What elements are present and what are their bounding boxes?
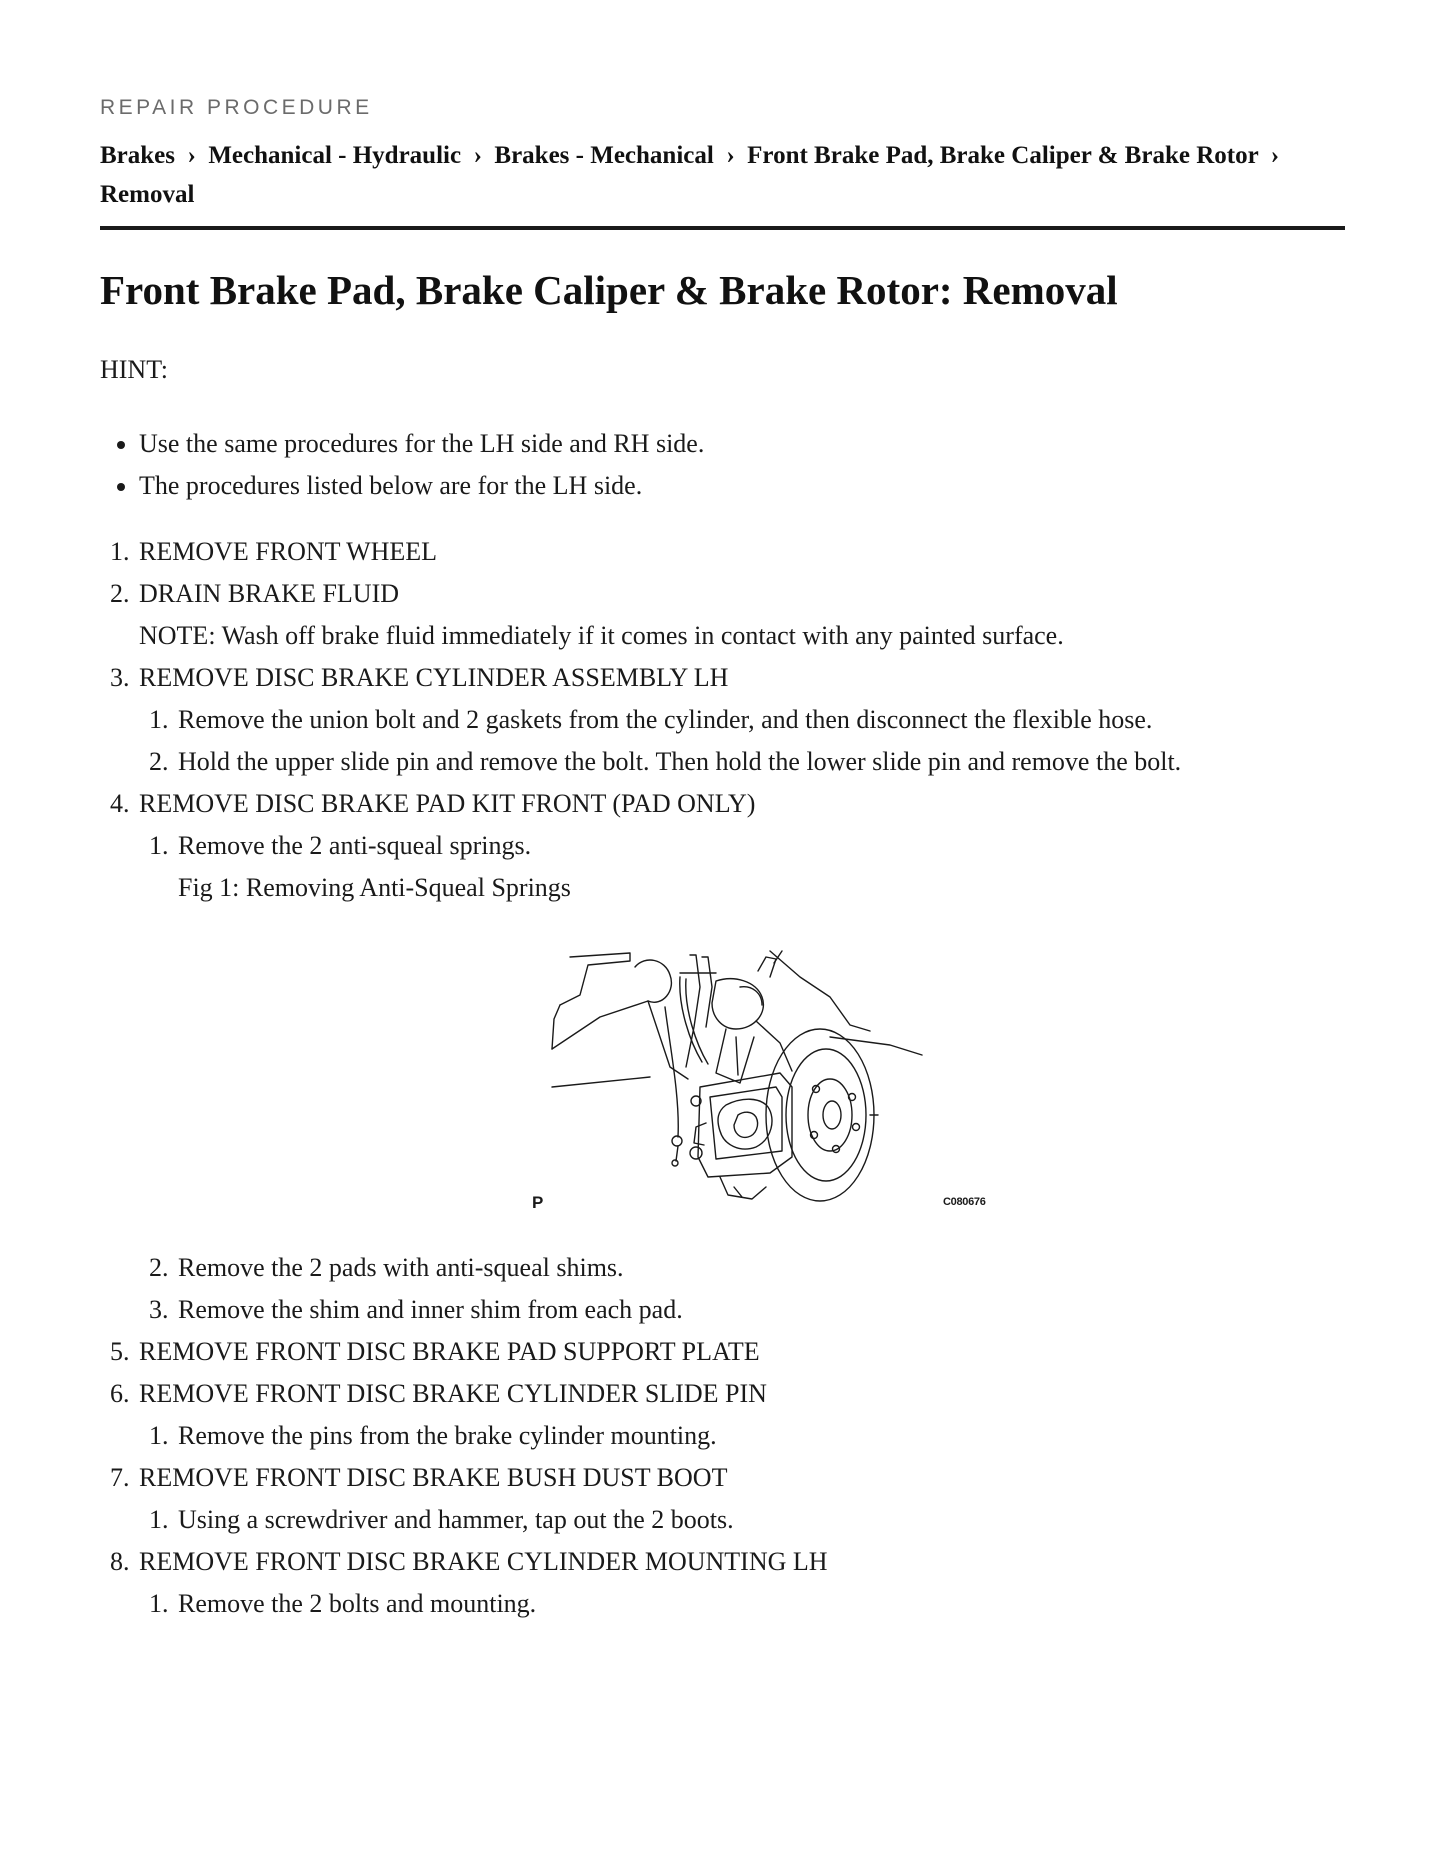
substep-number: 2.	[149, 747, 169, 776]
step-number: 4.	[110, 789, 130, 818]
substep-3-1	[100, 699, 1345, 741]
step-text: REMOVE FRONT DISC BRAKE BUSH DUST BOOT	[139, 1463, 728, 1492]
breadcrumb-separator: ›	[181, 142, 203, 169]
step-2-note: NOTE: Wash off brake fluid immediately if it comes in contact with any painted surface.	[139, 621, 1064, 650]
step-6	[100, 1373, 1345, 1415]
step-2	[100, 573, 1345, 615]
substep-3-2	[100, 741, 1345, 783]
breadcrumb-item-brakes[interactable]: Brakes	[100, 142, 175, 169]
step-text: REMOVE FRONT DISC BRAKE PAD SUPPORT PLATE	[139, 1337, 760, 1366]
substep-text: Remove the union bolt and 2 gaskets from the cylinder, and then disconnect the flexible hose.	[178, 705, 1153, 734]
breadcrumb-separator: ›	[720, 142, 741, 169]
step-number: 8.	[110, 1547, 130, 1576]
substep-text: Remove the shim and inner shim from each pad.	[178, 1295, 683, 1324]
header-divider	[100, 226, 1345, 230]
substep-7-1	[100, 1499, 1345, 1541]
substep-6-1	[100, 1415, 1345, 1457]
substep-4-2	[100, 1247, 1345, 1289]
substep-number: 1.	[149, 1421, 169, 1450]
step-1	[100, 531, 1345, 573]
hint-list	[100, 423, 704, 506]
substep-number: 1.	[149, 1505, 169, 1534]
substep-4-3	[100, 1289, 1345, 1331]
step-text: REMOVE FRONT DISC BRAKE CYLINDER MOUNTING LH	[139, 1547, 828, 1576]
breadcrumb-item-brakes-mechanical[interactable]: Brakes - Mechanical	[494, 142, 714, 169]
substep-number: 1.	[149, 831, 169, 860]
substep-text: Remove the 2 pads with anti-squeal shims.	[178, 1253, 624, 1282]
step-number: 6.	[110, 1379, 130, 1408]
brake-caliper-figure	[100, 909, 1345, 1247]
substep-8-1	[100, 1583, 1345, 1625]
step-4	[100, 783, 1345, 825]
breadcrumb-item-mechanical-hydraulic[interactable]: Mechanical - Hydraulic	[208, 142, 462, 169]
breadcrumb-separator: ›	[467, 142, 489, 169]
step-text: REMOVE DISC BRAKE PAD KIT FRONT (PAD ONLY)	[139, 789, 756, 818]
substep-number: 2.	[149, 1253, 169, 1282]
step-number: 7.	[110, 1463, 130, 1492]
substep-number: 1.	[149, 1589, 169, 1618]
substep-number: 3.	[149, 1295, 169, 1324]
step-number: 1.	[110, 537, 130, 566]
breadcrumb	[100, 136, 1345, 214]
step-7	[100, 1457, 1345, 1499]
breadcrumb-item-front-brake-pad[interactable]: Front Brake Pad, Brake Caliper & Brake Rotor	[747, 142, 1259, 169]
step-text: REMOVE FRONT WHEEL	[139, 537, 438, 566]
substep-text: Remove the pins from the brake cylinder mounting.	[178, 1421, 717, 1450]
step-number: 2.	[110, 579, 130, 608]
step-5	[100, 1331, 1345, 1373]
procedure-steps	[100, 531, 1345, 1625]
substep-text: Using a screwdriver and hammer, tap out the 2 boots.	[178, 1505, 734, 1534]
section-eyebrow: REPAIR PROCEDURE	[100, 96, 373, 119]
figure-code: C080676	[943, 1196, 986, 1208]
breadcrumb-separator: ›	[1264, 142, 1286, 169]
figure-caption: Fig 1: Removing Anti-Squeal Springs	[178, 873, 571, 902]
substep-number: 1.	[149, 705, 169, 734]
substep-text: Remove the 2 bolts and mounting.	[178, 1589, 537, 1618]
brake-caliper-illustration	[530, 947, 950, 1207]
step-number: 5.	[110, 1337, 130, 1366]
substep-text: Hold the upper slide pin and remove the bolt. Then hold the lower slide pin and remove the bolt.	[178, 747, 1182, 776]
breadcrumb-item-removal[interactable]: Removal	[100, 181, 195, 208]
figure-label-p: P	[532, 1193, 544, 1212]
page-title: Front Brake Pad, Brake Caliper & Brake Rotor: Removal	[100, 267, 1118, 313]
hint-item: • The procedures listed below are for the LH side.	[139, 465, 704, 507]
step-8	[100, 1541, 1345, 1583]
step-text: REMOVE DISC BRAKE CYLINDER ASSEMBLY LH	[139, 663, 729, 692]
step-text: DRAIN BRAKE FLUID	[139, 579, 399, 608]
substep-4-1	[100, 825, 1345, 867]
step-number: 3.	[110, 663, 130, 692]
substep-text: Remove the 2 anti-squeal springs.	[178, 831, 532, 860]
step-3	[100, 657, 1345, 699]
step-text: REMOVE FRONT DISC BRAKE CYLINDER SLIDE PIN	[139, 1379, 767, 1408]
hint-item: • Use the same procedures for the LH side and RH side.	[139, 423, 704, 465]
hint-label: HINT:	[100, 355, 169, 384]
